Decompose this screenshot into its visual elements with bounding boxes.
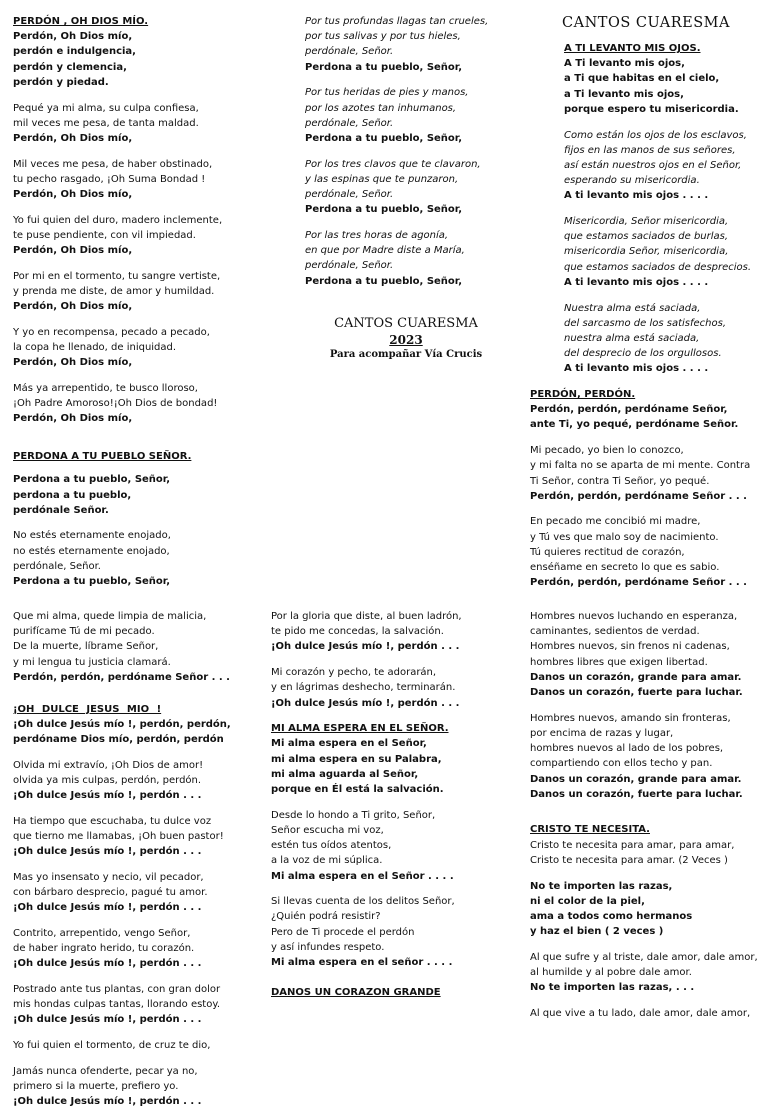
column-top-left (13, 14, 263, 600)
verse-line: Desde lo hondo a Ti grito, Señor, (271, 809, 436, 821)
verse-line: Pequé ya mi alma, su culpa confiesa, (13, 102, 199, 114)
verse-block (564, 214, 762, 290)
refrain-line: Perdón, Oh Dios mío, (13, 245, 133, 257)
verse-line: así están nuestros ojos en el Señor, (564, 159, 742, 171)
verse-block (13, 870, 263, 916)
verse-line: perdónale, Señor. (305, 189, 394, 201)
verse-line: hombres nuevos al lado de los pobres, (530, 743, 724, 755)
verse-line: por encima de razas y lugar, (530, 727, 674, 739)
verse-line: te puse pendiente, con vil impiedad. (13, 229, 196, 241)
song-body (530, 56, 762, 376)
verse-line: perdona a tu pueblo, (13, 489, 132, 501)
verse-line: a Ti que habitas en el cielo, (564, 73, 720, 85)
verse-line: la copa he llenado, de iniquidad. (13, 342, 177, 354)
verse-line: Al que sufre y al triste, dale amor, dale amor, (530, 951, 758, 963)
refrain-line: Perdón, Oh Dios mío, (13, 301, 133, 313)
verse-line: De la muerte, líbrame Señor, (13, 641, 159, 653)
verse-line: perdóname Dios mío, perdón, perdón (13, 733, 224, 745)
verse-line: Si llevas cuenta de los delitos Señor, (271, 896, 455, 908)
verse-line: Mas yo insensato y necio, vil pecador, (13, 871, 204, 883)
refrain-line: Perdona a tu pueblo, Señor, (305, 204, 463, 216)
verse-block (13, 1038, 263, 1053)
verse-line: Yo fui quien el tormento, de cruz te dio, (13, 1040, 211, 1052)
verse-line: Por tus profundas llagas tan crueles, (305, 16, 489, 27)
refrain-line: Perdón, Oh Dios mío, (13, 413, 133, 425)
verse-block (13, 325, 263, 371)
verse-line: Perdón, Oh Dios mío, (13, 31, 133, 43)
refrain-line: Perdona a tu pueblo, Señor, (305, 61, 463, 73)
verse-line: Hombres nuevos, sin frenos ni cadenas, (530, 641, 730, 653)
verse-line: Nuestra alma está saciada, (564, 302, 701, 314)
verse-line: Jamás nunca ofenderte, pecar ya no, (13, 1065, 198, 1077)
verse-line: ama a todos como hermanos (530, 910, 693, 922)
verse-line: olvida ya mis culpas, perdón, perdón. (13, 774, 202, 786)
verse-line: Mi pecado, yo bien lo conozco, (530, 445, 684, 457)
refrain-line: Perdón, perdón, perdóname Señor . . . (530, 490, 747, 502)
verse-block (564, 301, 762, 377)
booklet-title: CANTOS CUARESMA (334, 316, 478, 331)
verse-line: porque en Él está la salvación. (271, 784, 444, 796)
verse-line: mi alma aguarda al Señor, (271, 768, 419, 780)
verse-line: Y yo en recompensa, pecado a pecado, (13, 326, 210, 338)
verse-block (305, 14, 505, 75)
verse-line: esperando su misericordia. (564, 175, 700, 187)
song-body (530, 609, 762, 802)
verse-line: ¡Oh dulce Jesús mío !, perdón, perdón, (13, 718, 231, 730)
verse-line: misericordia Señor, misericordia, (564, 246, 729, 258)
song-title: MI ALMA ESPERA EN EL SEÑOR. (271, 723, 449, 735)
verse-line: purifícame Tú de mi pecado. (13, 626, 155, 638)
verse-line: Yo fui quien del duro, madero inclemente, (13, 214, 223, 226)
verse-line: Contrito, arrepentido, vengo Señor, (13, 927, 191, 939)
refrain-line: ¡Oh dulce Jesús mío !, perdón . . . (13, 790, 202, 802)
verse-line: primero si la muerte, prefiero yo. (13, 1081, 179, 1093)
verse-line: del desprecio de los orgullosos. (564, 348, 722, 360)
verse-line: ¿Quién podrá resistir? (271, 911, 381, 923)
verse-line: Como están los ojos de los esclavos, (564, 129, 747, 141)
refrain-line: ¡Oh dulce Jesús mío !, perdón . . . (13, 902, 202, 914)
verse-line: A Ti levanto mis ojos, (564, 58, 685, 70)
song-title: DANOS UN CORAZON GRANDE (271, 986, 441, 998)
song-body (305, 14, 505, 289)
verse-line: compartiendo con ellos techo y pan. (530, 758, 713, 770)
verse-line: Misericordia, Señor misericordia, (564, 216, 729, 228)
verse-block (13, 926, 263, 972)
refrain-line: Danos un corazón, fuerte para luchar. (530, 687, 743, 699)
song-title: CRISTO TE NECESITA. (530, 824, 650, 836)
verse-line: Ti Señor, contra Ti Señor, yo pequé. (530, 475, 710, 487)
verse-block (530, 838, 762, 868)
verse-block (13, 1064, 263, 1110)
verse-line: ni el color de la piel, (530, 895, 645, 907)
refrain-line: ¡Oh dulce Jesús mío !, perdón . . . (271, 697, 460, 709)
verse-line: mis hondas culpas tantas, llorando estoy. (13, 999, 221, 1011)
verse-block (271, 665, 521, 711)
verse-line: en que por Madre diste a María, (305, 245, 465, 257)
refrain-line: A ti levanto mis ojos . . . . (564, 363, 709, 375)
verse-line: al humilde y al pobre dale amor. (530, 967, 692, 979)
column-bottom-right (530, 609, 762, 1032)
verse-line: nuestra alma está saciada, (564, 332, 700, 344)
verse-line: ante Ti, yo pequé, perdóname Señor. (530, 419, 739, 431)
verse-line: y haz el bien ( 2 veces ) (530, 926, 664, 938)
song-body (271, 736, 521, 970)
column-top-middle (305, 14, 505, 299)
verse-line: que estamos saciados de burlas, (564, 231, 729, 243)
verse-line: Pero de Ti procede el perdón (271, 926, 415, 938)
refrain-line: Danos un corazón, grande para amar. (530, 773, 742, 785)
verse-line: Cristo te necesita para amar, para amar, (530, 839, 735, 851)
verse-line: Más ya arrepentido, te busco lloroso, (13, 383, 198, 395)
verse-block (530, 402, 762, 432)
verse-line: perdónale, Señor. (305, 117, 394, 129)
verse-block (305, 85, 505, 146)
song-body (530, 838, 762, 1022)
refrain-line: ¡Oh dulce Jesús mío !, perdón . . . (271, 641, 460, 653)
refrain-line: Perdón, Oh Dios mío, (13, 132, 133, 144)
refrain-line: Mi alma espera en el señor . . . . (271, 957, 453, 969)
verse-line: por tus salivas y por tus hieles, (305, 31, 461, 43)
verse-line: perdón y clemencia, (13, 61, 127, 73)
verse-line: te pido me concedas, la salvación. (271, 626, 444, 638)
verse-block (13, 381, 263, 427)
song-title: ¡OH DULCE JESUS MIO ! (13, 703, 162, 715)
verse-line: por los azotes tan inhumanos, (305, 102, 457, 114)
booklet-cover (300, 316, 512, 362)
verse-block (564, 56, 762, 117)
refrain-line: Perdón, perdón, perdóname Señor . . . (530, 577, 747, 589)
verse-line: de haber ingrato herido, tu corazón. (13, 943, 195, 955)
verse-block (13, 982, 263, 1028)
verse-block (13, 29, 263, 90)
verse-block (305, 157, 505, 218)
verse-line: del sarcasmo de los satisfechos, (564, 317, 727, 329)
verse-line: perdónale, Señor. (305, 46, 394, 58)
verse-line: Olvida mi extravío, ¡Oh Dios de amor! (13, 759, 204, 771)
verse-block (530, 879, 762, 940)
verse-line: perdón e indulgencia, (13, 46, 136, 58)
verse-line: mi alma espera en su Palabra, (271, 753, 442, 765)
refrain-line: Mi alma espera en el Señor . . . . (271, 870, 454, 882)
verse-line: Cristo te necesita para amar. (2 Veces ) (530, 854, 728, 866)
verse-line: estén tus oídos atentos, (271, 840, 392, 852)
song-body (13, 29, 263, 426)
verse-block (13, 472, 263, 518)
song-body (13, 717, 263, 1110)
page-title: CANTOS CUARESMA (562, 15, 730, 31)
verse-block (13, 758, 263, 804)
booklet-subtitle: Para acompañar Vía Crucis (329, 349, 483, 360)
verse-block (530, 514, 762, 590)
verse-line: tu pecho rasgado, ¡Oh Suma Bondad ! (13, 173, 206, 185)
verse-line: Por los tres clavos que te clavaron, (305, 158, 481, 170)
verse-block (530, 711, 762, 802)
refrain-line: Perdona a tu pueblo, Señor, (305, 275, 463, 287)
song-body (13, 472, 263, 589)
verse-line: y Tú ves que malo soy de nacimiento. (530, 531, 719, 543)
verse-line: porque espero tu misericordia. (564, 103, 739, 115)
song-body (271, 609, 521, 711)
refrain-line: Danos un corazón, grande para amar. (530, 671, 742, 683)
verse-block (530, 609, 762, 700)
verse-block (271, 736, 521, 797)
verse-block (13, 814, 263, 860)
verse-line: y en lágrimas deshecho, terminarán. (271, 682, 456, 694)
verse-line: perdónale Señor. (13, 504, 109, 516)
verse-block (13, 213, 263, 259)
refrain-line: ¡Oh dulce Jesús mío !, perdón . . . (13, 1096, 202, 1108)
verse-line: Que mi alma, quede limpia de malicia, (13, 611, 207, 622)
verse-line: a Ti levanto mis ojos, (564, 88, 684, 100)
verse-line: y mi lengua tu justicia clamará. (13, 656, 171, 668)
verse-line: y prenda me diste, de amor y humildad. (13, 286, 215, 298)
song-title: A TI LEVANTO MIS OJOS. (564, 43, 701, 54)
verse-line: No estés eternamente enojado, (13, 530, 171, 542)
verse-line: que estamos saciados de desprecios. (564, 261, 752, 273)
verse-block (13, 157, 263, 203)
song-body (13, 609, 263, 685)
verse-line: Por mi en el tormento, tu sangre vertiste, (13, 270, 221, 282)
verse-line: Por tus heridas de pies y manos, (305, 87, 469, 99)
verse-line: Mi alma espera en el Señor, (271, 738, 427, 750)
verse-block (564, 128, 762, 204)
verse-line: Hombres nuevos, amando sin fronteras, (530, 712, 731, 724)
verse-block (530, 950, 762, 996)
refrain-line: ¡Oh dulce Jesús mío !, perdón . . . (13, 958, 202, 970)
verse-line: no estés eternamente enojado, (13, 545, 170, 557)
refrain-line: A ti levanto mis ojos . . . . (564, 276, 709, 288)
verse-block (271, 894, 521, 970)
song-title: PERDÓN, PERDÓN. (530, 389, 636, 401)
verse-line: Señor escucha mi voz, (271, 824, 384, 836)
verse-line: hombres libres que exigen libertad. (530, 656, 708, 668)
verse-block (530, 443, 762, 504)
verse-line: En pecado me concibió mi madre, (530, 516, 701, 528)
song-title: PERDÓN , OH DIOS MÍO. (13, 16, 149, 27)
verse-block (13, 609, 263, 685)
booklet-year: 2023 (389, 333, 423, 347)
refrain-line: ¡Oh dulce Jesús mío !, perdón . . . (13, 846, 202, 858)
verse-line: Tú quieres rectitud de corazón, (530, 546, 685, 558)
refrain-line: Perdón, Oh Dios mío, (13, 357, 133, 369)
verse-line: y así infundes respeto. (271, 941, 385, 953)
verse-line: Mil veces me pesa, de haber obstinado, (13, 158, 213, 170)
verse-block (13, 269, 263, 315)
verse-line: No te importen las razas, (530, 880, 673, 892)
refrain-line: Perdón, Oh Dios mío, (13, 189, 133, 201)
verse-line: caminantes, sedientos de verdad. (530, 626, 700, 638)
refrain-line: Danos un corazón, fuerte para luchar. (530, 788, 743, 800)
verse-line: y las espinas que te punzaron, (305, 173, 459, 185)
verse-block (13, 101, 263, 147)
verse-line: a la voz de mi súplica. (271, 855, 383, 867)
refrain-line: A ti levanto mis ojos . . . . (564, 190, 709, 202)
verse-line: ¡Oh Padre Amoroso!¡Oh Dios de bondad! (13, 398, 218, 410)
refrain-line: Perdona a tu pueblo, Señor, (305, 132, 463, 144)
verse-block (13, 717, 263, 747)
column-bottom-middle (271, 609, 521, 1000)
verse-line: Hombres nuevos luchando en esperanza, (530, 611, 738, 622)
verse-block (530, 1006, 762, 1021)
verse-line: fijos en las manos de sus señores, (564, 144, 736, 156)
verse-line: mil veces me pesa, de tanta maldad. (13, 117, 199, 129)
refrain-line: No te importen las razas, . . . (530, 982, 695, 994)
column-bottom-left (13, 609, 263, 1120)
verse-line: Por las tres horas de agonía, (305, 229, 449, 241)
refrain-line: Perdona a tu pueblo, Señor, (13, 576, 171, 588)
verse-line: perdón y piedad. (13, 76, 109, 88)
verse-block (305, 228, 505, 289)
verse-line: Perdón, perdón, perdóname Señor, (530, 404, 728, 416)
verse-line: Ha tiempo que escuchaba, tu dulce voz (13, 815, 212, 827)
verse-line: Por la gloria que diste, al buen ladrón, (271, 611, 462, 622)
verse-block (271, 808, 521, 884)
verse-line: perdónale, Señor. (305, 260, 394, 272)
verse-block (13, 528, 263, 589)
verse-line: y mi falta no se aparta de mi mente. Contra (530, 460, 751, 472)
verse-line: Perdona a tu pueblo, Señor, (13, 474, 171, 486)
verse-line: Postrado ante tus plantas, con gran dolor (13, 984, 221, 996)
verse-line: perdónale, Señor. (13, 560, 101, 572)
verse-line: Al que vive a tu lado, dale amor, dale amor, (530, 1007, 751, 1019)
verse-block (271, 609, 521, 655)
verse-line: que tierno me llamabas, ¡Oh buen pastor! (13, 830, 224, 842)
refrain-line: ¡Oh dulce Jesús mío !, perdón . . . (13, 1014, 202, 1026)
song-title: PERDONA A TU PUEBLO SEÑOR. (13, 451, 192, 463)
verse-line: enséñame en secreto lo que es sabio. (530, 562, 720, 574)
column-top-right (530, 14, 762, 601)
verse-line: Mi corazón y pecho, te adorarán, (271, 667, 437, 679)
song-body (530, 402, 762, 590)
refrain-line: Perdón, perdón, perdóname Señor . . . (13, 671, 230, 683)
verse-line: con bárbaro desprecio, pagué tu amor. (13, 887, 208, 899)
